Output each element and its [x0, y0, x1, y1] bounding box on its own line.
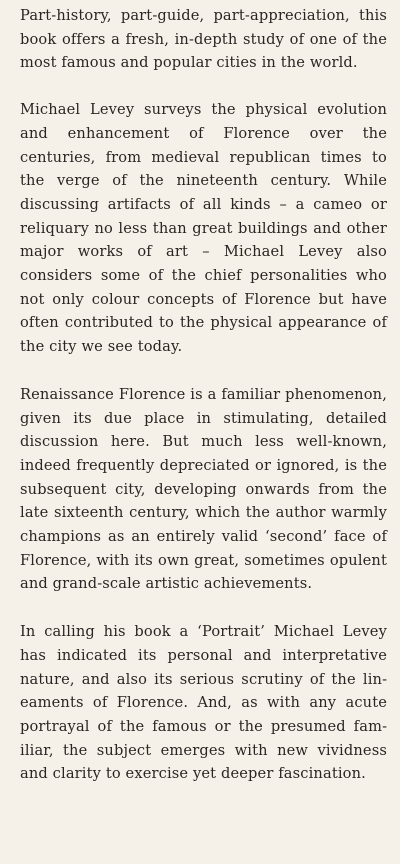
- paragraph-portrait: In calling his book a ‘Portrait’ Michael Levey has indicated its personal and interpretative nature, and also its serious scrutiny of the lineaments of Florence. And, as with any acute portrayal of the famous or the presumed familiar, the subject emerges with new vividness and clarity to exercise yet deeper fascination.: [20, 623, 387, 783]
- paragraph-renaissance: Renaissance Florence is a familiar phenomenon, given its due place in stimulating, detailed discussion here. But much less well-known, indeed frequently depreciated or ignored, is the subsequent city, developing onwards from the late sixteenth century, which the author warmly champions as an entirely valid ‘second’ face of Florence, with its own great, sometimes opulent and grand-scale artistic achievements.: [20, 385, 387, 593]
- paragraph-survey: Michael Levey surveys the physical evolution and enhancement of Florence over the centuries, from medieval republican times to the verge of the nineteenth century. While discussing artifacts of all kinds – a cameo or reliquary no less than great buildings and other major works of art – Michael Levey also considers some of the chief personalities who not only colour concepts of Florence but have often contributed to the physical appearance of the city we see today.: [20, 101, 387, 356]
- paragraph-intro: Part-history, part-guide, part-appreciation, this book offers a fresh, in-depth study of one of the most famous and popular cities in the world.: [20, 7, 387, 72]
